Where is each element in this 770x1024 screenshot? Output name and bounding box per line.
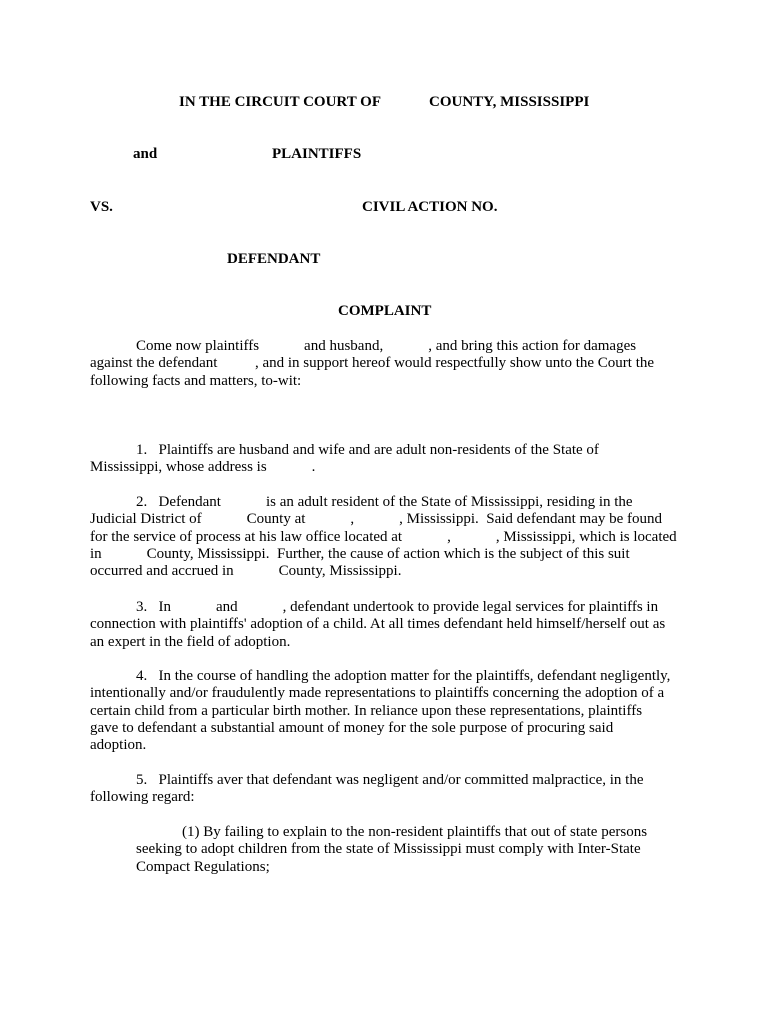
paragraph-line: an expert in the field of adoption. bbox=[90, 633, 291, 650]
paragraph-line: gave to defendant a substantial amount of money for the sole purpose of procuring said bbox=[90, 719, 614, 736]
paragraph-3 bbox=[90, 599, 690, 651]
paragraph-line: 3. In and , defendant undertook to provide legal services for plaintiffs in bbox=[136, 599, 659, 615]
court-heading-right: COUNTY, MISSISSIPPI bbox=[429, 94, 590, 110]
paragraph-line: following regard: bbox=[90, 789, 195, 806]
caption-vs: VS. bbox=[90, 199, 113, 215]
paragraph-line: 5. Plaintiffs aver that defendant was negligent and/or committed malpractice, in the bbox=[136, 772, 644, 788]
subparagraph-line: Compact Regulations; bbox=[136, 858, 270, 875]
civil-action-label: CIVIL ACTION NO. bbox=[362, 199, 498, 215]
paragraph-1 bbox=[90, 442, 690, 477]
paragraph-line: certain child from a particular birth mother. In reliance upon these representations, plaintiffs bbox=[90, 702, 643, 719]
paragraph-line: connection with plaintiffs' adoption of a child. At all times defendant held himself/herself out as bbox=[90, 616, 666, 633]
paragraph-line: intentionally and/or fraudulently made representations to plaintiffs concerning the adoption of a bbox=[90, 685, 665, 702]
complaint-title: COMPLAINT bbox=[338, 303, 432, 319]
paragraph-line: in County, Mississippi. Further, the cause of action which is the subject of this suit bbox=[90, 545, 630, 562]
paragraph-line: occurred and accrued in County, Mississippi. bbox=[90, 563, 402, 580]
subparagraph-line: (1) By failing to explain to the non-resident plaintiffs that out of state persons bbox=[182, 824, 648, 840]
caption-plaintiffs: PLAINTIFFS bbox=[272, 146, 362, 162]
subparagraph-1 bbox=[136, 824, 696, 876]
paragraph-line: adoption. bbox=[90, 737, 147, 754]
paragraph-4 bbox=[90, 668, 690, 754]
intro-line: against the defendant , and in support hereof would respectfully show unto the Court the bbox=[90, 355, 655, 372]
paragraph-line: Mississippi, whose address is . bbox=[90, 459, 316, 476]
paragraph-line: Judicial District of County at , , Mississippi. Said defendant may be found bbox=[90, 511, 663, 528]
intro-paragraph bbox=[90, 338, 690, 390]
paragraph-line: 1. Plaintiffs are husband and wife and are adult non-residents of the State of bbox=[136, 442, 599, 458]
paragraph-line: for the service of process at his law office located at , , Mississippi, which is located bbox=[90, 528, 677, 545]
intro-line: Come now plaintiffs and husband, , and bring this action for damages bbox=[136, 338, 637, 354]
paragraph-line: 2. Defendant is an adult resident of the State of Mississippi, residing in the bbox=[136, 494, 633, 510]
paragraph-line: 4. In the course of handling the adoption matter for the plaintiffs, defendant negligently, bbox=[136, 668, 671, 684]
caption-and: and bbox=[133, 146, 158, 162]
caption-defendant: DEFENDANT bbox=[227, 251, 321, 267]
paragraph-2 bbox=[90, 494, 690, 580]
subparagraph-line: seeking to adopt children from the state of Mississippi must comply with Inter-State bbox=[136, 841, 641, 858]
paragraph-5 bbox=[90, 772, 690, 807]
court-heading-left: IN THE CIRCUIT COURT OF bbox=[179, 94, 382, 110]
intro-line: following facts and matters, to-wit: bbox=[90, 372, 302, 389]
